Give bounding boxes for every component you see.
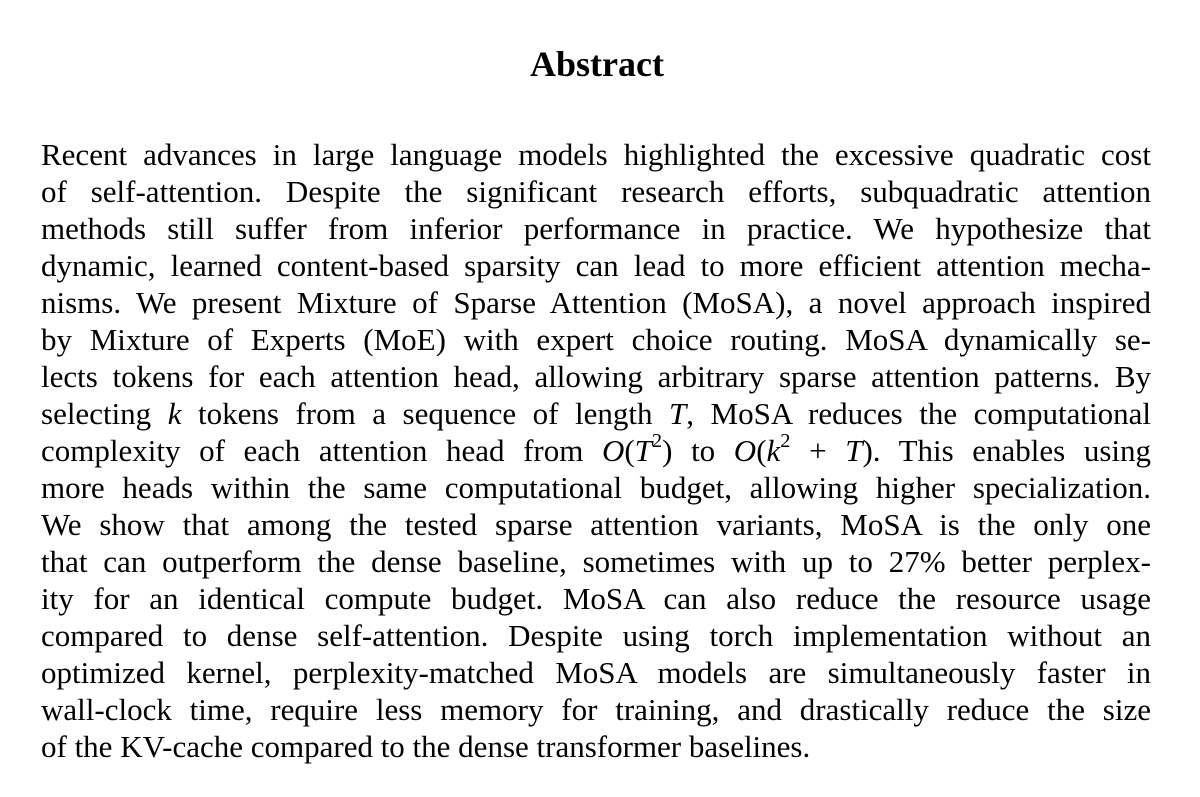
abstract-line: by Mixture of Experts (MoE) with expert choice routing. MoSA dynamically se- <box>41 322 1151 357</box>
abstract-line: We show that among the tested sparse attention variants, MoSA is the only one <box>41 507 1151 542</box>
math-symbol: ( <box>624 433 635 468</box>
abstract-line: dynamic, learned content-based sparsity can lead to more efficient attention mecha- <box>41 248 1151 283</box>
abstract-line: wall-clock time, require less memory for training, and drastically reduce the size <box>41 692 1151 727</box>
abstract-line: nisms. We present Mixture of Sparse Attention (MoSA), a novel approach inspired <box>41 285 1151 320</box>
line-text: complexity of each attention head from <box>41 433 602 468</box>
line-text: . This enables using <box>872 433 1152 468</box>
abstract-line: lects tokens for each attention head, allowing arbitrary sparse attention patterns. By <box>41 359 1151 394</box>
abstract-line: ity for an identical compute budget. MoSA can also reduce the resource usage <box>41 581 1151 616</box>
abstract-line <box>41 395 1151 432</box>
abstract-line: compared to dense self-attention. Despite using torch implementation without an <box>41 618 1151 653</box>
math-exponent: 2 <box>780 429 791 452</box>
abstract-line: that can outperform the dense baseline, sometimes with up to 27% better perplex- <box>41 544 1151 579</box>
math-variable: O <box>733 433 757 468</box>
math-symbol: ) <box>862 433 873 468</box>
abstract-line <box>41 429 1152 469</box>
math-variable: O <box>601 433 625 468</box>
math-variable: T <box>634 433 652 468</box>
math-variable: T <box>845 433 863 468</box>
math-symbol: ) to <box>662 433 734 468</box>
abstract-heading: Abstract <box>530 44 664 84</box>
math-variable: k <box>167 396 182 431</box>
abstract-line: of self-attention. Despite the significant research efforts, subquadratic attention <box>41 174 1151 209</box>
abstract-line: of the KV-cache compared to the dense transformer baselines. <box>41 729 811 764</box>
line-text: tokens from a sequence of length <box>181 396 670 431</box>
math-exponent: 2 <box>651 429 663 452</box>
math-symbol: ( <box>756 433 767 468</box>
math-symbol: + <box>790 433 846 468</box>
math-variable: k <box>766 433 781 468</box>
abstract-line: more heads within the same computational budget, allowing higher specialization. <box>41 470 1151 505</box>
math-variable: T <box>669 396 687 431</box>
line-text: selecting <box>41 396 168 431</box>
abstract-body <box>41 136 1151 765</box>
line-text: , MoSA reduces the computational <box>686 396 1151 431</box>
abstract-line: Recent advances in large language models highlighted the excessive quadratic cost <box>41 137 1151 172</box>
abstract-line: methods still suffer from inferior performance in practice. We hypothesize that <box>41 211 1151 246</box>
abstract-line: optimized kernel, perplexity-matched MoSA models are simultaneously faster in <box>41 655 1151 690</box>
